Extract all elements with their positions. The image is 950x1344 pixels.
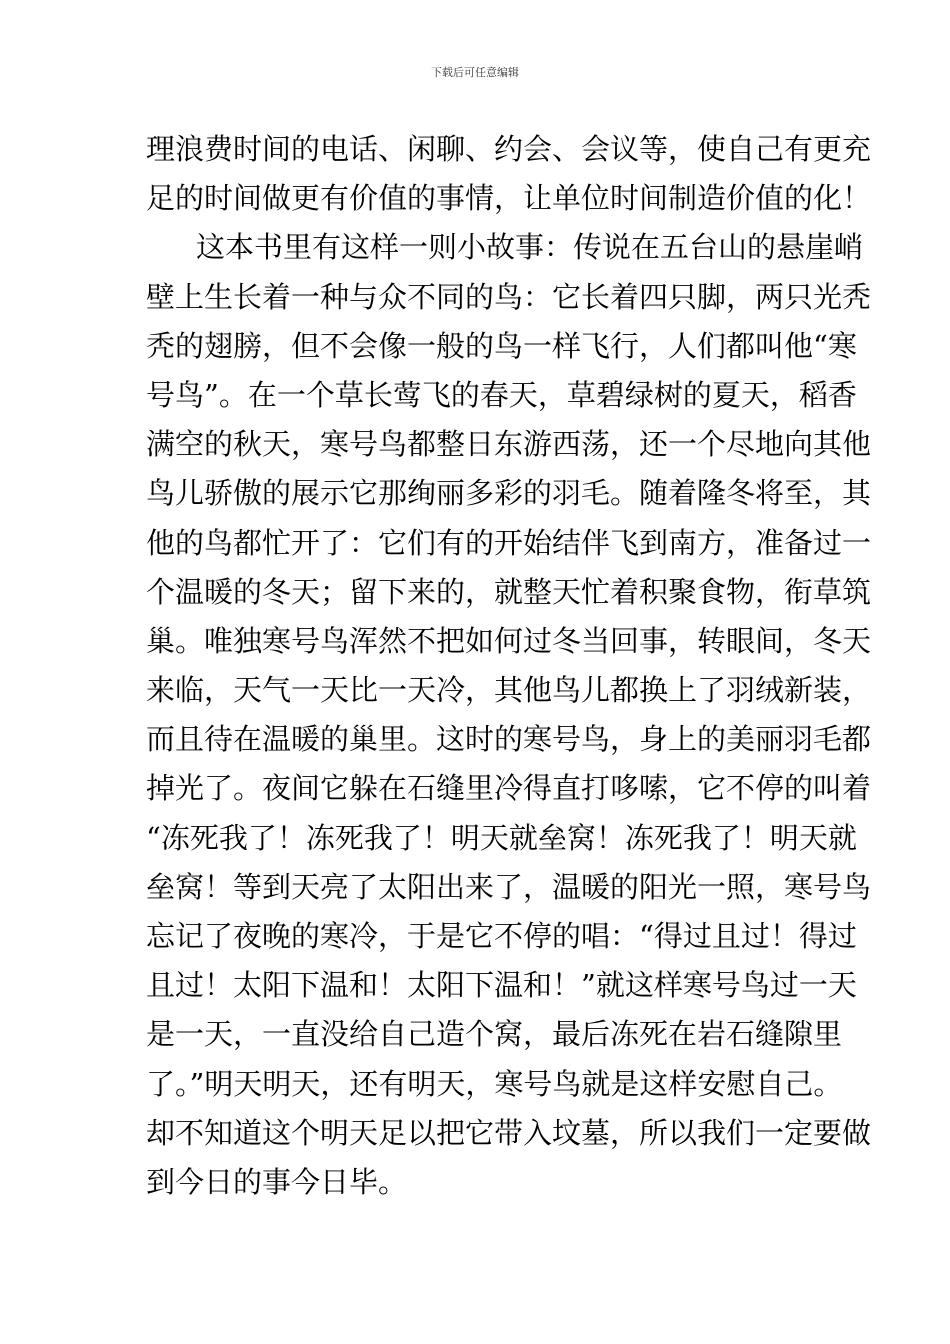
text-line: 而且待在温暖的巢里。这时的寒号鸟，身上的美丽羽毛都 — [146, 722, 872, 757]
text-line: 垒窝！等到天亮了太阳出来了，温暖的阳光一照，寒号鸟 — [146, 869, 872, 904]
paragraph-first-line: 这本书里有这样一则小故事：传说在五台山的悬崖峭 — [196, 230, 864, 265]
text-line: 满空的秋天，寒号鸟都整日东游西荡，还一个尽地向其他 — [146, 427, 872, 462]
text-line: 掉光了。夜间它躲在石缝里冷得直打哆嗦，它不停的叫着 — [146, 771, 872, 806]
text-line: 了。”明天明天，还有明天，寒号鸟就是这样安慰自己。 — [146, 1066, 843, 1101]
text-line: 巢。唯独寒号鸟浑然不把如何过冬当回事，转眼间，冬天 — [146, 623, 872, 658]
text-line: 到今日的事今日毕。 — [146, 1164, 408, 1199]
text-line: 他的鸟都忙开了：它们有的开始结伴飞到南方，准备过一 — [146, 525, 872, 560]
page-header: 下载后可任意编辑 — [431, 66, 519, 79]
text-line: 且过！太阳下温和！太阳下温和！”就这样寒号鸟过一天 — [146, 968, 857, 1003]
text-line: 足的时间做更有价值的事情，让单位时间制造价值的化！ — [146, 181, 872, 216]
text-line: 却不知道这个明天足以把它带入坟墓，所以我们一定要做 — [146, 1115, 872, 1150]
body-text — [146, 125, 872, 1207]
text-line: 来临，天气一天比一天冷，其他鸟儿都换上了羽绒新装， — [146, 673, 872, 708]
text-line: 理浪费时间的电话、闲聊、约会、会议等，使自己有更充 — [146, 132, 872, 166]
text-line: 号鸟”。在一个草长莺飞的春天，草碧绿树的夏天，稻香 — [146, 377, 857, 412]
text-line: 壁上生长着一种与众不同的鸟：它长着四只脚，两只光秃 — [146, 279, 872, 314]
text-line: “冻死我了！冻死我了！明天就垒窝！冻死我了！明天就 — [146, 820, 857, 855]
text-line: 个温暖的冬天；留下来的，就整天忙着积聚食物，衔草筑 — [146, 574, 872, 609]
text-line: 忘记了夜晚的寒冷，于是它不停的唱：“得过且过！得过 — [146, 919, 857, 953]
text-line: 是一天，一直没给自己造个窝，最后冻死在岩石缝隙里 — [146, 1017, 843, 1052]
text-line: 秃的翅膀，但不会像一般的鸟一样飞行，人们都叫他“寒 — [146, 328, 857, 363]
text-line: 鸟儿骄傲的展示它那绚丽多彩的羽毛。随着隆冬将至，其 — [146, 476, 872, 511]
